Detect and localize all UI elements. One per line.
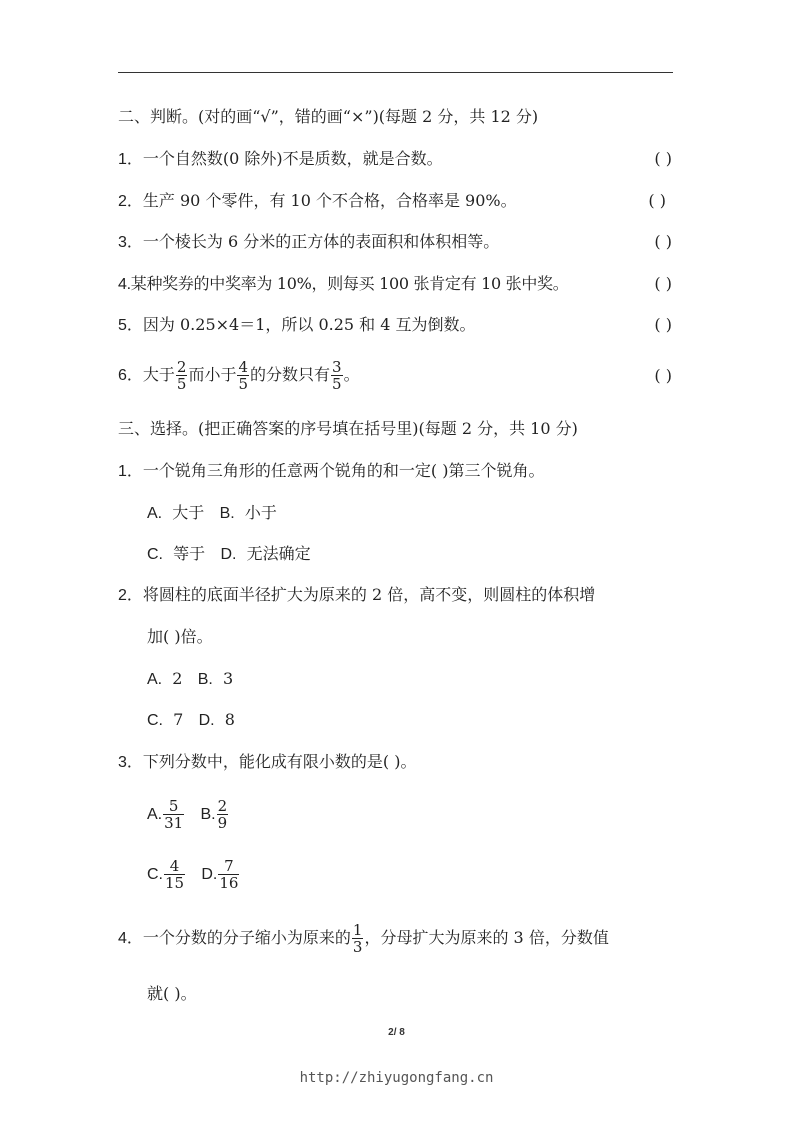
option-label: A.	[147, 671, 163, 688]
option-value: 无法确定	[246, 544, 311, 563]
choice-question-2	[118, 584, 595, 607]
denominator: 5	[332, 375, 342, 393]
option-value: 2	[172, 669, 183, 688]
answer-blank-2: ( )	[648, 191, 666, 210]
choice-question-4	[118, 916, 609, 961]
item-number: 1．	[118, 463, 143, 480]
judge-item-5	[118, 314, 476, 337]
denominator: 31	[164, 814, 184, 832]
choice-question-4-cont: 就( )。	[147, 984, 197, 1003]
denominator: 5	[238, 375, 249, 393]
item-number: 2．	[118, 193, 143, 210]
fraction	[237, 359, 249, 392]
options-row	[147, 852, 240, 897]
section3-heading: 三、选择。(把正确答案的序号填在括号里)(每题 2 分，共 10 分)	[118, 419, 578, 438]
option-label: B.	[219, 505, 235, 522]
item-number: 6．	[118, 367, 143, 384]
item-number: 3．	[118, 234, 143, 251]
item-number: 4．	[118, 930, 143, 947]
answer-blank-6: ( )	[654, 366, 672, 385]
option-label: D.	[198, 712, 215, 729]
fraction	[176, 359, 188, 392]
numerator: 4	[238, 358, 249, 376]
answer-blank-1: ( )	[654, 149, 672, 168]
choice-question-1	[118, 460, 544, 483]
item-text: 因为 0.25×4＝1，所以 0.25 和 4 互为倒数。	[142, 315, 476, 334]
option-value: 7	[173, 710, 184, 729]
item-text: 一个分数的分子缩小为原来的	[142, 928, 351, 947]
option-value: 3	[223, 669, 234, 688]
options-row	[147, 709, 235, 732]
item-text: 生产 90 个零件，有 10 个不合格，合格率是 90%。	[142, 191, 517, 210]
item-text: 下列分数中，能化成有限小数的是( )。	[142, 752, 417, 771]
numerator: 2	[217, 797, 228, 815]
source-url: http://zhiyugongfang.cn	[299, 1070, 494, 1086]
item-text: 。	[343, 365, 360, 384]
answer-blank-3: ( )	[654, 232, 672, 251]
option-value: 大于	[172, 503, 205, 522]
fraction	[352, 922, 364, 955]
item-number: 3．	[118, 754, 143, 771]
item-text: 某种奖券的中奖率为 10%，则每买 100 张肯定有 10 张中奖。	[130, 274, 569, 293]
item-number: 4.	[118, 276, 131, 293]
judge-item-2	[118, 190, 517, 213]
denominator: 15	[165, 874, 185, 892]
option-label: C.	[147, 866, 163, 883]
item-text: 一个自然数(0 除外)不是质数，就是合数。	[142, 149, 443, 168]
section2-heading: 二、判断。(对的画“√”，错的画“×”)(每题 2 分，共 12 分)	[118, 107, 539, 126]
option-label: B.	[197, 671, 213, 688]
fraction	[217, 798, 229, 831]
judge-item-4	[118, 273, 568, 296]
item-number: 5．	[118, 317, 143, 334]
option-label: B.	[200, 806, 216, 823]
choice-question-3	[118, 751, 416, 774]
judge-item-1	[118, 148, 443, 171]
options-row	[147, 502, 277, 525]
choice-question-2-cont: 加( )倍。	[147, 627, 213, 646]
numerator: 5	[163, 798, 184, 815]
denominator: 5	[176, 375, 187, 393]
top-rule	[118, 72, 673, 73]
option-value: 等于	[173, 544, 206, 563]
options-row	[147, 792, 229, 837]
item-text: 一个锐角三角形的任意两个锐角的和一定( )第三个锐角。	[142, 461, 545, 480]
option-label: C.	[147, 546, 163, 563]
answer-blank-4: ( )	[654, 274, 672, 293]
numerator: 2	[176, 358, 187, 376]
page-number: 2/ 8	[388, 1027, 405, 1038]
item-text: 的分数只有	[250, 365, 331, 384]
numerator: 7	[218, 858, 239, 875]
item-number: 1．	[118, 151, 143, 168]
option-label: A.	[147, 806, 163, 823]
item-text: 将圆柱的底面半径扩大为原来的 2 倍，高不变，则圆柱的体积增	[142, 585, 596, 604]
item-text: 一个棱长为 6 分米的正方体的表面积和体积相等。	[142, 232, 500, 251]
option-label: A.	[147, 505, 163, 522]
fraction	[164, 858, 185, 891]
denominator: 9	[217, 814, 228, 832]
denominator: 16	[219, 874, 239, 892]
denominator: 3	[352, 938, 363, 956]
answer-blank-5: ( )	[654, 315, 672, 334]
judge-item-6	[118, 355, 360, 396]
item-text: 而小于	[188, 365, 237, 384]
fraction	[331, 359, 343, 392]
fraction	[218, 858, 239, 891]
fraction	[163, 798, 184, 831]
option-label: D.	[201, 866, 218, 883]
options-row	[147, 543, 311, 566]
options-row	[147, 668, 233, 691]
option-label: C.	[147, 712, 163, 729]
numerator: 3	[332, 358, 342, 376]
item-text: ，分母扩大为原来的 3 倍，分数值	[364, 928, 609, 947]
option-value: 8	[224, 710, 235, 729]
option-label: D.	[220, 546, 237, 563]
item-number: 2．	[118, 587, 143, 604]
judge-item-3	[118, 231, 499, 254]
option-value: 小于	[244, 503, 277, 522]
item-text: 大于	[142, 365, 175, 384]
numerator: 4	[164, 858, 185, 875]
numerator: 1	[352, 921, 363, 939]
